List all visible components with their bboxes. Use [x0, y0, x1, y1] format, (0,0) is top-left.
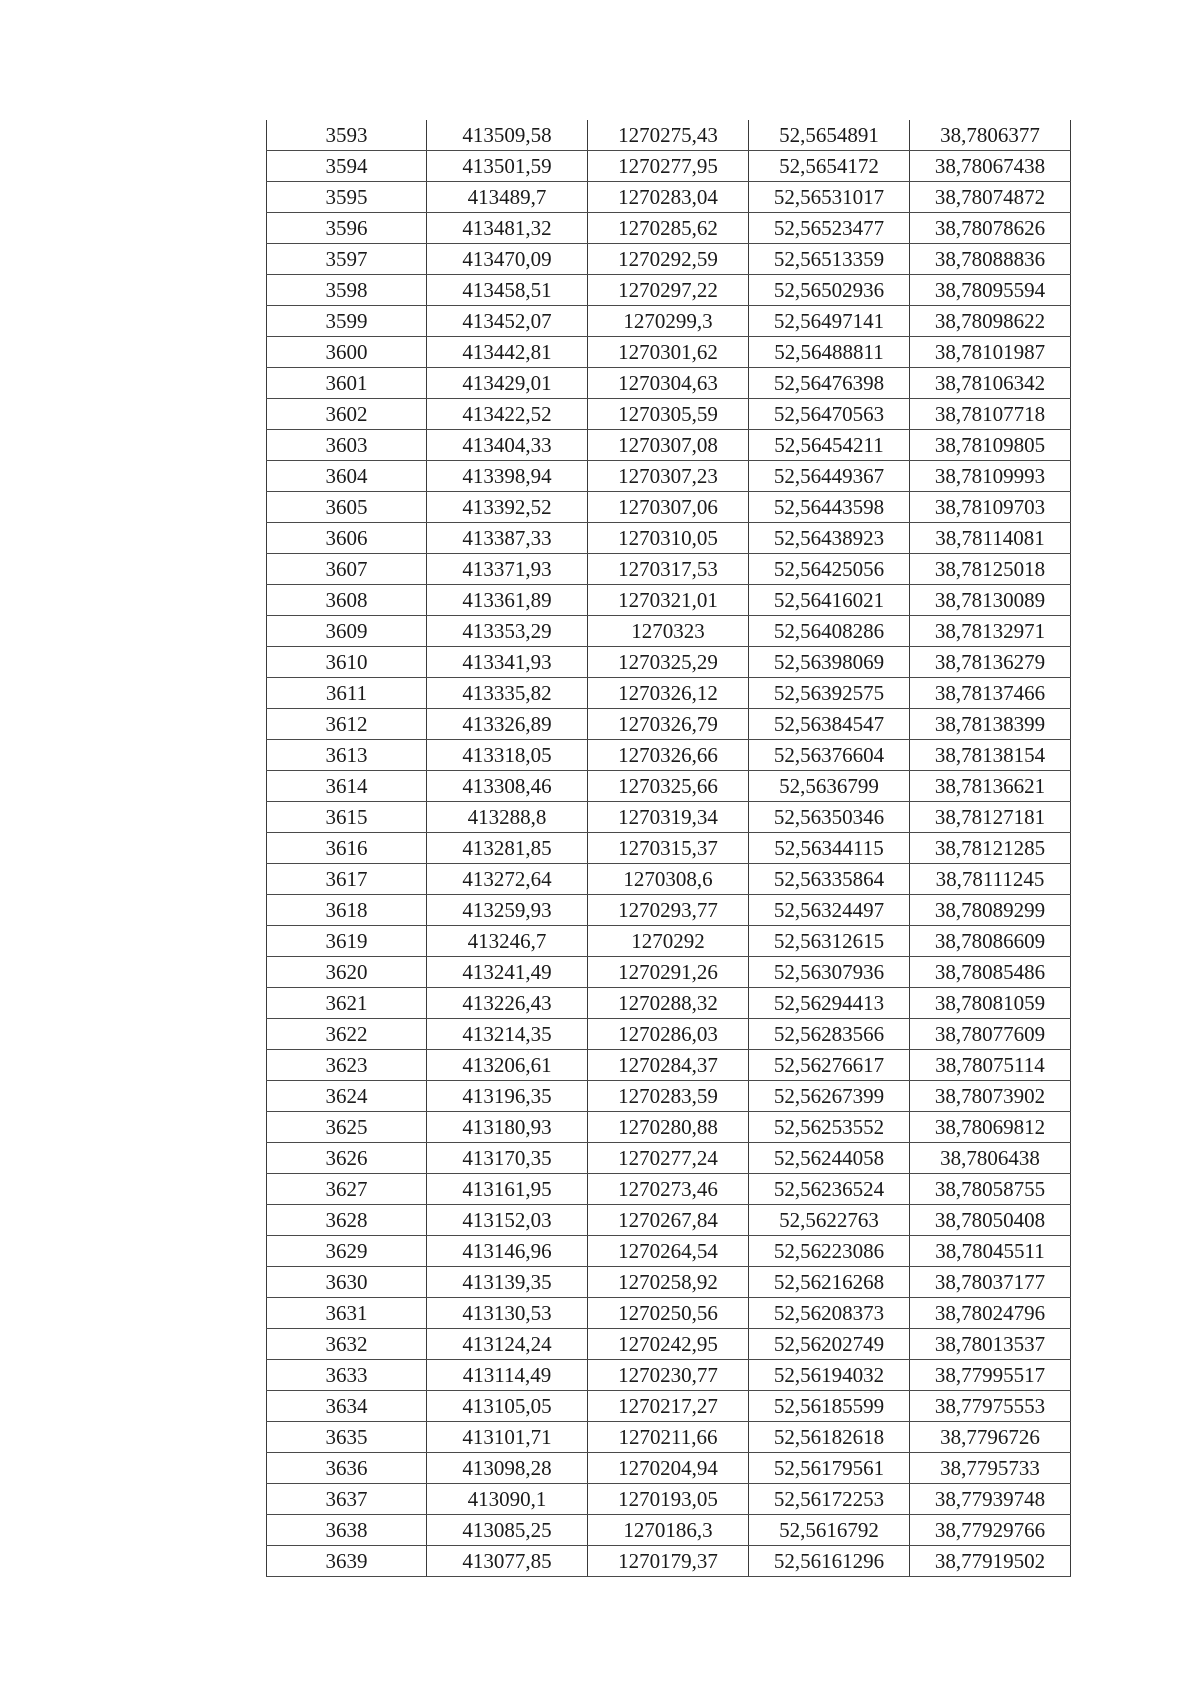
longitude-cell: 38,78106342: [910, 368, 1071, 399]
y-coordinate-cell: 1270321,01: [588, 585, 749, 616]
x-coordinate-cell: 413214,35: [427, 1019, 588, 1050]
x-coordinate-cell: 413470,09: [427, 244, 588, 275]
point-number-cell: 3601: [267, 368, 427, 399]
point-number-cell: 3595: [267, 182, 427, 213]
latitude-cell: 52,56476398: [749, 368, 910, 399]
x-coordinate-cell: 413398,94: [427, 461, 588, 492]
point-number-cell: 3616: [267, 833, 427, 864]
y-coordinate-cell: 1270307,08: [588, 430, 749, 461]
x-coordinate-cell: 413090,1: [427, 1484, 588, 1515]
table-row: [267, 833, 1071, 864]
y-coordinate-cell: 1270258,92: [588, 1267, 749, 1298]
table-row: [267, 678, 1071, 709]
x-coordinate-cell: 413371,93: [427, 554, 588, 585]
longitude-cell: 38,78101987: [910, 337, 1071, 368]
y-coordinate-cell: 1270299,3: [588, 306, 749, 337]
table-row: [267, 1422, 1071, 1453]
latitude-cell: 52,56161296: [749, 1546, 910, 1577]
table-row: [267, 1329, 1071, 1360]
x-coordinate-cell: 413387,33: [427, 523, 588, 554]
latitude-cell: 52,56488811: [749, 337, 910, 368]
longitude-cell: 38,7795733: [910, 1453, 1071, 1484]
x-coordinate-cell: 413101,71: [427, 1422, 588, 1453]
y-coordinate-cell: 1270217,27: [588, 1391, 749, 1422]
y-coordinate-cell: 1270179,37: [588, 1546, 749, 1577]
x-coordinate-cell: 413288,8: [427, 802, 588, 833]
point-number-cell: 3606: [267, 523, 427, 554]
latitude-cell: 52,56294413: [749, 988, 910, 1019]
latitude-cell: 52,5636799: [749, 771, 910, 802]
table-row: [267, 1112, 1071, 1143]
point-number-cell: 3628: [267, 1205, 427, 1236]
longitude-cell: 38,7806438: [910, 1143, 1071, 1174]
latitude-cell: 52,56502936: [749, 275, 910, 306]
point-number-cell: 3612: [267, 709, 427, 740]
longitude-cell: 38,78114081: [910, 523, 1071, 554]
table-row: [267, 864, 1071, 895]
point-number-cell: 3609: [267, 616, 427, 647]
latitude-cell: 52,56513359: [749, 244, 910, 275]
point-number-cell: 3622: [267, 1019, 427, 1050]
point-number-cell: 3632: [267, 1329, 427, 1360]
longitude-cell: 38,78138399: [910, 709, 1071, 740]
x-coordinate-cell: 413098,28: [427, 1453, 588, 1484]
y-coordinate-cell: 1270310,05: [588, 523, 749, 554]
x-coordinate-cell: 413170,35: [427, 1143, 588, 1174]
point-number-cell: 3594: [267, 151, 427, 182]
latitude-cell: 52,56194032: [749, 1360, 910, 1391]
latitude-cell: 52,56425056: [749, 554, 910, 585]
y-coordinate-cell: 1270285,62: [588, 213, 749, 244]
point-number-cell: 3620: [267, 957, 427, 988]
y-coordinate-cell: 1270307,23: [588, 461, 749, 492]
x-coordinate-cell: 413139,35: [427, 1267, 588, 1298]
x-coordinate-cell: 413130,53: [427, 1298, 588, 1329]
longitude-cell: 38,78130089: [910, 585, 1071, 616]
table-row: [267, 461, 1071, 492]
latitude-cell: 52,56307936: [749, 957, 910, 988]
y-coordinate-cell: 1270301,62: [588, 337, 749, 368]
table-row: [267, 1143, 1071, 1174]
table-row: [267, 120, 1071, 151]
longitude-cell: 38,78109805: [910, 430, 1071, 461]
longitude-cell: 38,78078626: [910, 213, 1071, 244]
latitude-cell: 52,56449367: [749, 461, 910, 492]
x-coordinate-cell: 413392,52: [427, 492, 588, 523]
table-row: [267, 647, 1071, 678]
longitude-cell: 38,78107718: [910, 399, 1071, 430]
point-number-cell: 3634: [267, 1391, 427, 1422]
x-coordinate-cell: 413085,25: [427, 1515, 588, 1546]
x-coordinate-cell: 413281,85: [427, 833, 588, 864]
y-coordinate-cell: 1270283,59: [588, 1081, 749, 1112]
longitude-cell: 38,78081059: [910, 988, 1071, 1019]
latitude-cell: 52,56443598: [749, 492, 910, 523]
table-row: [267, 306, 1071, 337]
longitude-cell: 38,77975553: [910, 1391, 1071, 1422]
longitude-cell: 38,77929766: [910, 1515, 1071, 1546]
x-coordinate-cell: 413161,95: [427, 1174, 588, 1205]
longitude-cell: 38,78024796: [910, 1298, 1071, 1329]
longitude-cell: 38,78067438: [910, 151, 1071, 182]
x-coordinate-cell: 413180,93: [427, 1112, 588, 1143]
point-number-cell: 3625: [267, 1112, 427, 1143]
longitude-cell: 38,78088836: [910, 244, 1071, 275]
x-coordinate-cell: 413114,49: [427, 1360, 588, 1391]
x-coordinate-cell: 413422,52: [427, 399, 588, 430]
latitude-cell: 52,56182618: [749, 1422, 910, 1453]
point-number-cell: 3617: [267, 864, 427, 895]
longitude-cell: 38,78089299: [910, 895, 1071, 926]
latitude-cell: 52,56223086: [749, 1236, 910, 1267]
x-coordinate-cell: 413335,82: [427, 678, 588, 709]
point-number-cell: 3604: [267, 461, 427, 492]
table-row: [267, 1174, 1071, 1205]
y-coordinate-cell: 1270308,6: [588, 864, 749, 895]
point-number-cell: 3593: [267, 120, 427, 151]
x-coordinate-cell: 413361,89: [427, 585, 588, 616]
y-coordinate-cell: 1270204,94: [588, 1453, 749, 1484]
latitude-cell: 52,5654172: [749, 151, 910, 182]
y-coordinate-cell: 1270292,59: [588, 244, 749, 275]
latitude-cell: 52,56236524: [749, 1174, 910, 1205]
x-coordinate-cell: 413452,07: [427, 306, 588, 337]
y-coordinate-cell: 1270186,3: [588, 1515, 749, 1546]
y-coordinate-cell: 1270264,54: [588, 1236, 749, 1267]
table-row: [267, 1515, 1071, 1546]
point-number-cell: 3608: [267, 585, 427, 616]
point-number-cell: 3623: [267, 1050, 427, 1081]
latitude-cell: 52,56523477: [749, 213, 910, 244]
y-coordinate-cell: 1270315,37: [588, 833, 749, 864]
latitude-cell: 52,56335864: [749, 864, 910, 895]
x-coordinate-cell: 413226,43: [427, 988, 588, 1019]
table-row: [267, 1050, 1071, 1081]
latitude-cell: 52,56497141: [749, 306, 910, 337]
latitude-cell: 52,56244058: [749, 1143, 910, 1174]
table-row: [267, 740, 1071, 771]
y-coordinate-cell: 1270326,66: [588, 740, 749, 771]
y-coordinate-cell: 1270230,77: [588, 1360, 749, 1391]
longitude-cell: 38,78121285: [910, 833, 1071, 864]
longitude-cell: 38,7806377: [910, 120, 1071, 151]
x-coordinate-cell: 413152,03: [427, 1205, 588, 1236]
point-number-cell: 3615: [267, 802, 427, 833]
point-number-cell: 3607: [267, 554, 427, 585]
latitude-cell: 52,5622763: [749, 1205, 910, 1236]
latitude-cell: 52,56408286: [749, 616, 910, 647]
longitude-cell: 38,78085486: [910, 957, 1071, 988]
table-row: [267, 926, 1071, 957]
y-coordinate-cell: 1270325,29: [588, 647, 749, 678]
latitude-cell: 52,56312615: [749, 926, 910, 957]
x-coordinate-cell: 413206,61: [427, 1050, 588, 1081]
y-coordinate-cell: 1270307,06: [588, 492, 749, 523]
latitude-cell: 52,56253552: [749, 1112, 910, 1143]
point-number-cell: 3603: [267, 430, 427, 461]
y-coordinate-cell: 1270211,66: [588, 1422, 749, 1453]
x-coordinate-cell: 413509,58: [427, 120, 588, 151]
y-coordinate-cell: 1270323: [588, 616, 749, 647]
latitude-cell: 52,56179561: [749, 1453, 910, 1484]
point-number-cell: 3618: [267, 895, 427, 926]
y-coordinate-cell: 1270242,95: [588, 1329, 749, 1360]
x-coordinate-cell: 413353,29: [427, 616, 588, 647]
latitude-cell: 52,56470563: [749, 399, 910, 430]
longitude-cell: 38,77995517: [910, 1360, 1071, 1391]
point-number-cell: 3600: [267, 337, 427, 368]
x-coordinate-cell: 413481,32: [427, 213, 588, 244]
longitude-cell: 38,78045511: [910, 1236, 1071, 1267]
y-coordinate-cell: 1270275,43: [588, 120, 749, 151]
point-number-cell: 3637: [267, 1484, 427, 1515]
longitude-cell: 38,78136279: [910, 647, 1071, 678]
point-number-cell: 3624: [267, 1081, 427, 1112]
longitude-cell: 38,78111245: [910, 864, 1071, 895]
latitude-cell: 52,56216268: [749, 1267, 910, 1298]
point-number-cell: 3639: [267, 1546, 427, 1577]
y-coordinate-cell: 1270250,56: [588, 1298, 749, 1329]
x-coordinate-cell: 413318,05: [427, 740, 588, 771]
x-coordinate-cell: 413442,81: [427, 337, 588, 368]
latitude-cell: 52,56185599: [749, 1391, 910, 1422]
y-coordinate-cell: 1270326,79: [588, 709, 749, 740]
longitude-cell: 38,78086609: [910, 926, 1071, 957]
table-row: [267, 1267, 1071, 1298]
y-coordinate-cell: 1270277,95: [588, 151, 749, 182]
table-row: [267, 337, 1071, 368]
table-row: [267, 585, 1071, 616]
y-coordinate-cell: 1270293,77: [588, 895, 749, 926]
table-row: [267, 895, 1071, 926]
point-number-cell: 3629: [267, 1236, 427, 1267]
x-coordinate-cell: 413259,93: [427, 895, 588, 926]
table-row: [267, 368, 1071, 399]
y-coordinate-cell: 1270317,53: [588, 554, 749, 585]
table-row: [267, 1391, 1071, 1422]
point-number-cell: 3627: [267, 1174, 427, 1205]
table-row: [267, 554, 1071, 585]
latitude-cell: 52,56344115: [749, 833, 910, 864]
longitude-cell: 38,78069812: [910, 1112, 1071, 1143]
table-row: [267, 244, 1071, 275]
point-number-cell: 3599: [267, 306, 427, 337]
table-row: [267, 1484, 1071, 1515]
y-coordinate-cell: 1270277,24: [588, 1143, 749, 1174]
x-coordinate-cell: 413124,24: [427, 1329, 588, 1360]
x-coordinate-cell: 413272,64: [427, 864, 588, 895]
table-row: [267, 1205, 1071, 1236]
x-coordinate-cell: 413196,35: [427, 1081, 588, 1112]
table-row: [267, 523, 1071, 554]
point-number-cell: 3614: [267, 771, 427, 802]
point-number-cell: 3611: [267, 678, 427, 709]
point-number-cell: 3613: [267, 740, 427, 771]
point-number-cell: 3619: [267, 926, 427, 957]
latitude-cell: 52,56350346: [749, 802, 910, 833]
longitude-cell: 38,78109703: [910, 492, 1071, 523]
point-number-cell: 3633: [267, 1360, 427, 1391]
coordinates-table-body: [267, 120, 1071, 1577]
point-number-cell: 3621: [267, 988, 427, 1019]
point-number-cell: 3626: [267, 1143, 427, 1174]
y-coordinate-cell: 1270326,12: [588, 678, 749, 709]
table-row: [267, 802, 1071, 833]
longitude-cell: 38,78127181: [910, 802, 1071, 833]
y-coordinate-cell: 1270267,84: [588, 1205, 749, 1236]
point-number-cell: 3610: [267, 647, 427, 678]
longitude-cell: 38,78075114: [910, 1050, 1071, 1081]
longitude-cell: 38,78077609: [910, 1019, 1071, 1050]
y-coordinate-cell: 1270283,04: [588, 182, 749, 213]
latitude-cell: 52,56398069: [749, 647, 910, 678]
longitude-cell: 38,77939748: [910, 1484, 1071, 1515]
x-coordinate-cell: 413241,49: [427, 957, 588, 988]
longitude-cell: 38,78058755: [910, 1174, 1071, 1205]
x-coordinate-cell: 413341,93: [427, 647, 588, 678]
longitude-cell: 38,78073902: [910, 1081, 1071, 1112]
table-row: [267, 1360, 1071, 1391]
y-coordinate-cell: 1270273,46: [588, 1174, 749, 1205]
y-coordinate-cell: 1270297,22: [588, 275, 749, 306]
latitude-cell: 52,56208373: [749, 1298, 910, 1329]
longitude-cell: 38,78109993: [910, 461, 1071, 492]
x-coordinate-cell: 413429,01: [427, 368, 588, 399]
y-coordinate-cell: 1270291,26: [588, 957, 749, 988]
table-row: [267, 957, 1071, 988]
x-coordinate-cell: 413404,33: [427, 430, 588, 461]
point-number-cell: 3638: [267, 1515, 427, 1546]
longitude-cell: 38,77919502: [910, 1546, 1071, 1577]
latitude-cell: 52,56172253: [749, 1484, 910, 1515]
y-coordinate-cell: 1270284,37: [588, 1050, 749, 1081]
table-row: [267, 1298, 1071, 1329]
longitude-cell: 38,78136621: [910, 771, 1071, 802]
table-row: [267, 1081, 1071, 1112]
latitude-cell: 52,56416021: [749, 585, 910, 616]
x-coordinate-cell: 413326,89: [427, 709, 588, 740]
point-number-cell: 3602: [267, 399, 427, 430]
x-coordinate-cell: 413458,51: [427, 275, 588, 306]
point-number-cell: 3630: [267, 1267, 427, 1298]
latitude-cell: 52,56531017: [749, 182, 910, 213]
latitude-cell: 52,56384547: [749, 709, 910, 740]
longitude-cell: 38,78132971: [910, 616, 1071, 647]
table-row: [267, 616, 1071, 647]
table-row: [267, 399, 1071, 430]
point-number-cell: 3605: [267, 492, 427, 523]
longitude-cell: 38,7796726: [910, 1422, 1071, 1453]
point-number-cell: 3597: [267, 244, 427, 275]
latitude-cell: 52,56267399: [749, 1081, 910, 1112]
latitude-cell: 52,56438923: [749, 523, 910, 554]
table-row: [267, 1453, 1071, 1484]
latitude-cell: 52,56454211: [749, 430, 910, 461]
y-coordinate-cell: 1270286,03: [588, 1019, 749, 1050]
longitude-cell: 38,78037177: [910, 1267, 1071, 1298]
longitude-cell: 38,78050408: [910, 1205, 1071, 1236]
point-number-cell: 3596: [267, 213, 427, 244]
y-coordinate-cell: 1270193,05: [588, 1484, 749, 1515]
latitude-cell: 52,56324497: [749, 895, 910, 926]
x-coordinate-cell: 413077,85: [427, 1546, 588, 1577]
latitude-cell: 52,56283566: [749, 1019, 910, 1050]
x-coordinate-cell: 413501,59: [427, 151, 588, 182]
y-coordinate-cell: 1270319,34: [588, 802, 749, 833]
table-row: [267, 151, 1071, 182]
table-row: [267, 275, 1071, 306]
table-row: [267, 1546, 1071, 1577]
y-coordinate-cell: 1270292: [588, 926, 749, 957]
point-number-cell: 3598: [267, 275, 427, 306]
x-coordinate-cell: 413105,05: [427, 1391, 588, 1422]
latitude-cell: 52,5654891: [749, 120, 910, 151]
y-coordinate-cell: 1270305,59: [588, 399, 749, 430]
point-number-cell: 3631: [267, 1298, 427, 1329]
table-row: [267, 213, 1071, 244]
latitude-cell: 52,56376604: [749, 740, 910, 771]
table-row: [267, 182, 1071, 213]
table-row: [267, 709, 1071, 740]
longitude-cell: 38,78095594: [910, 275, 1071, 306]
latitude-cell: 52,56202749: [749, 1329, 910, 1360]
longitude-cell: 38,78137466: [910, 678, 1071, 709]
longitude-cell: 38,78125018: [910, 554, 1071, 585]
longitude-cell: 38,78138154: [910, 740, 1071, 771]
x-coordinate-cell: 413489,7: [427, 182, 588, 213]
point-number-cell: 3636: [267, 1453, 427, 1484]
latitude-cell: 52,5616792: [749, 1515, 910, 1546]
longitude-cell: 38,78013537: [910, 1329, 1071, 1360]
latitude-cell: 52,56276617: [749, 1050, 910, 1081]
table-row: [267, 430, 1071, 461]
table-row: [267, 492, 1071, 523]
longitude-cell: 38,78098622: [910, 306, 1071, 337]
point-number-cell: 3635: [267, 1422, 427, 1453]
x-coordinate-cell: 413146,96: [427, 1236, 588, 1267]
x-coordinate-cell: 413246,7: [427, 926, 588, 957]
table-row: [267, 988, 1071, 1019]
table-row: [267, 771, 1071, 802]
y-coordinate-cell: 1270280,88: [588, 1112, 749, 1143]
y-coordinate-cell: 1270304,63: [588, 368, 749, 399]
y-coordinate-cell: 1270325,66: [588, 771, 749, 802]
y-coordinate-cell: 1270288,32: [588, 988, 749, 1019]
table-row: [267, 1019, 1071, 1050]
latitude-cell: 52,56392575: [749, 678, 910, 709]
coordinates-table: [266, 120, 1071, 1577]
table-row: [267, 1236, 1071, 1267]
longitude-cell: 38,78074872: [910, 182, 1071, 213]
x-coordinate-cell: 413308,46: [427, 771, 588, 802]
